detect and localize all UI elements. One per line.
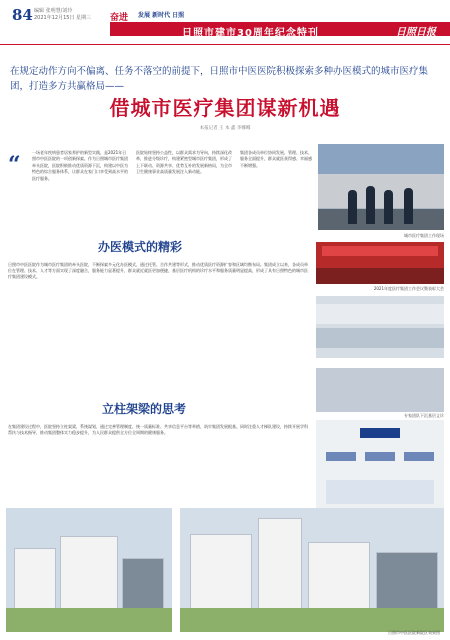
article-headline: 借城市医疗集团谋新机遇: [109, 96, 341, 120]
special-issue-title: 日照市建市30周年纪念特刊: [182, 28, 319, 39]
anniversary-logo-text: 奋进: [110, 13, 129, 23]
hospital-rendering-left: [6, 508, 172, 632]
organization-chart: [316, 420, 444, 516]
main-photo: [318, 144, 444, 230]
staff-group-photo: [316, 296, 444, 358]
clinic-photo-caption: 专家团队下沉基层义诊: [404, 413, 444, 418]
article-intro: 在规定动作方向不偏离、任务不落空的前提下，日照市中医医院积极探索多种办医模式的城市医疗集团，打造多方共赢格局——: [10, 66, 429, 92]
lede-column-3: 集团各成员单位协同发展，管理、技术、服务全面提升，群众就医获得感、幸福感不断增强。: [240, 150, 312, 168]
article-byline: 本报记者 王 本 鑫 李娜娜: [199, 126, 251, 131]
hospital-rendering-right: [180, 508, 444, 632]
rendering-caption: 日照市中医医院新院区效果图: [388, 630, 440, 635]
section-1-title: 办医模式的精彩: [98, 240, 183, 254]
section-1-body: 日照市中医医院作为城市医疗集团的牵头医院，不断探索多元化办医模式，通过托管、合作共建等形式，推动优质医疗资源扩容和区域均衡布局。集团成立以来，各成员单位在管理、技术、人才等方面实现了深度融合，服务能力显著提升，群众就近就医更加便捷，基层医疗机构的诊疗水平和服务质量明显提高，形成了具有日照特色的城市医疗集团建设模式。: [8, 262, 308, 280]
newspaper-brand: 日照日报: [396, 27, 436, 38]
editor-line: 编辑 张明慧/刘玲: [34, 8, 73, 14]
page-header: [0, 0, 450, 44]
clinic-photo: [316, 368, 444, 412]
conference-photo: [316, 242, 444, 284]
main-photo-caption: 城市医疗集团工作现场: [404, 233, 444, 238]
header-divider: [0, 44, 450, 45]
lede-column-1: 一场老年疾病患者居家养护的新型实践，是2021年日照市中医医院的一项创新探索。作为日照城市医疗集团牵头医院，医院积极推动优质资源下沉，构建以中医为特色的综合服务体系，让群众在家门口享受到高水平的医疗服务。: [32, 150, 128, 181]
anniversary-logo-sub: 发展 新时代 日照: [138, 12, 185, 19]
section-2-body: 在集团建设过程中，医院坚持立柱架梁，系统谋划，通过完善管理制度、统一质量标准、共享信息平台等举措，筑牢集团发展根基。同时注重人才梯队建设，持续开展学科帮扶与技术指导，推动集团整体实力稳步提升，为人民群众提供全方位全周期的健康服务。: [8, 424, 308, 436]
section-2-title: 立柱架梁的思考: [102, 402, 187, 416]
page-number: 84: [12, 6, 33, 24]
lede-column-2: 医院始终坚持公益性，以群众需求为导向，持续深化改革，推进分级诊疗，构建紧密型城市医疗集团，形成了上下联动、资源共享、优势互补的发展新格局，为全市卫生健康事业高质量发展注入新动能。: [136, 150, 232, 175]
date-line: 2021年12月15日 星期三: [34, 15, 92, 21]
quote-mark-icon: “: [8, 152, 21, 178]
conference-photo-caption: 2021年度医疗集团工作会议暨表彰大会: [373, 286, 444, 291]
